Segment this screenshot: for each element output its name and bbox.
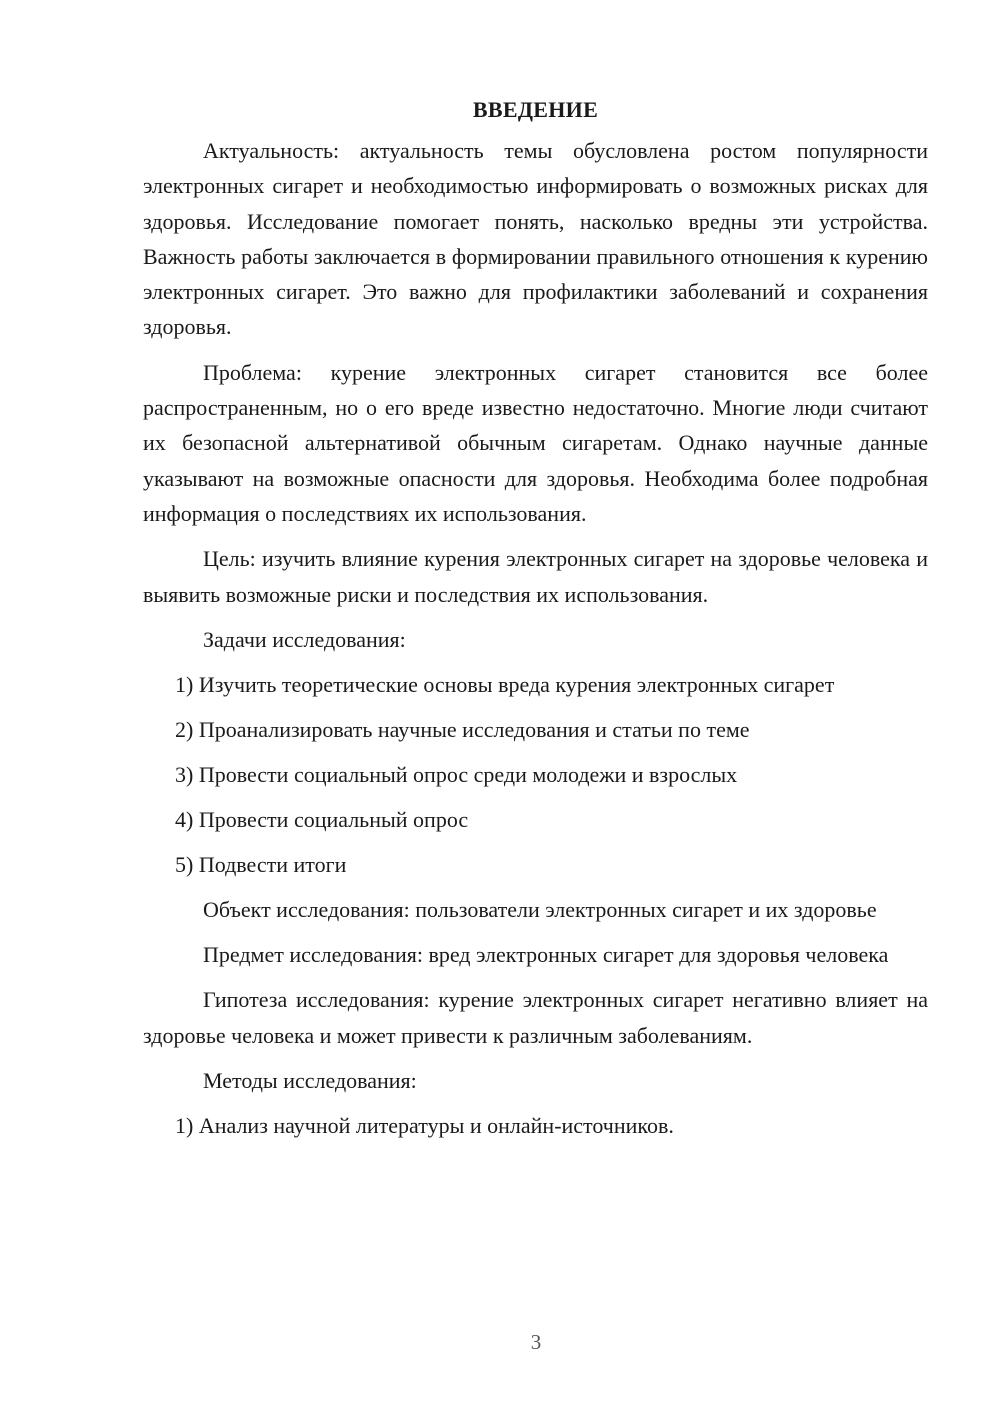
task-item: 5) Подвести итоги xyxy=(175,851,347,877)
goal-paragraph: Цель: изучить влияние курения электронных сигарет на здоровье человека и выявить возможные риски и последствия их использования. xyxy=(143,546,928,607)
document-page xyxy=(143,92,928,1153)
page-number: 3 xyxy=(530,1330,542,1354)
subject-paragraph: Предмет исследования: вред электронных сигарет для здоровья человека xyxy=(203,942,889,968)
hypothesis-paragraph: Гипотеза исследования: курение электронных сигарет негативно влияет на здоровье человека и может привести к различным заболеваниям. xyxy=(143,987,928,1048)
task-item: 4) Провести социальный опрос xyxy=(175,806,469,832)
object-paragraph: Объект исследования: пользователи электронных сигарет и их здоровье xyxy=(203,896,877,922)
tasks-heading: Задачи исследования: xyxy=(203,626,406,652)
method-item: 1) Анализ научной литературы и онлайн-источников. xyxy=(175,1113,674,1139)
task-item: 3) Провести социальный опрос среди молодежи и взрослых xyxy=(175,761,738,787)
relevance-paragraph: Актуальность: актуальность темы обусловлена ростом популярности электронных сигарет и необходимостью информировать о возможных рисках для здоровья. Исследование помогает понять, насколько вредны эти устройства. Важность работы заключается в формировании правильного отношения к курению электронных сигарет. Это важно для профилактики заболеваний и сохранения здоровья. xyxy=(143,138,928,340)
task-item: 2) Проанализировать научные исследования и статьи по теме xyxy=(175,716,750,742)
page-title: ВВЕДЕНИЕ xyxy=(472,97,599,122)
methods-heading: Методы исследования: xyxy=(203,1068,417,1094)
problem-paragraph: Проблема: курение электронных сигарет становится все более распространенным, но о его вреде известно недостаточно. Многие люди считают их безопасной альтернативой обычным сигаретам. Однако научные данные указывают на возможные опасности для здоровья. Необходима более подробная информация о последствиях их использования. xyxy=(143,359,928,526)
task-item: 1) Изучить теоретические основы вреда курения электронных сигарет xyxy=(175,671,835,697)
